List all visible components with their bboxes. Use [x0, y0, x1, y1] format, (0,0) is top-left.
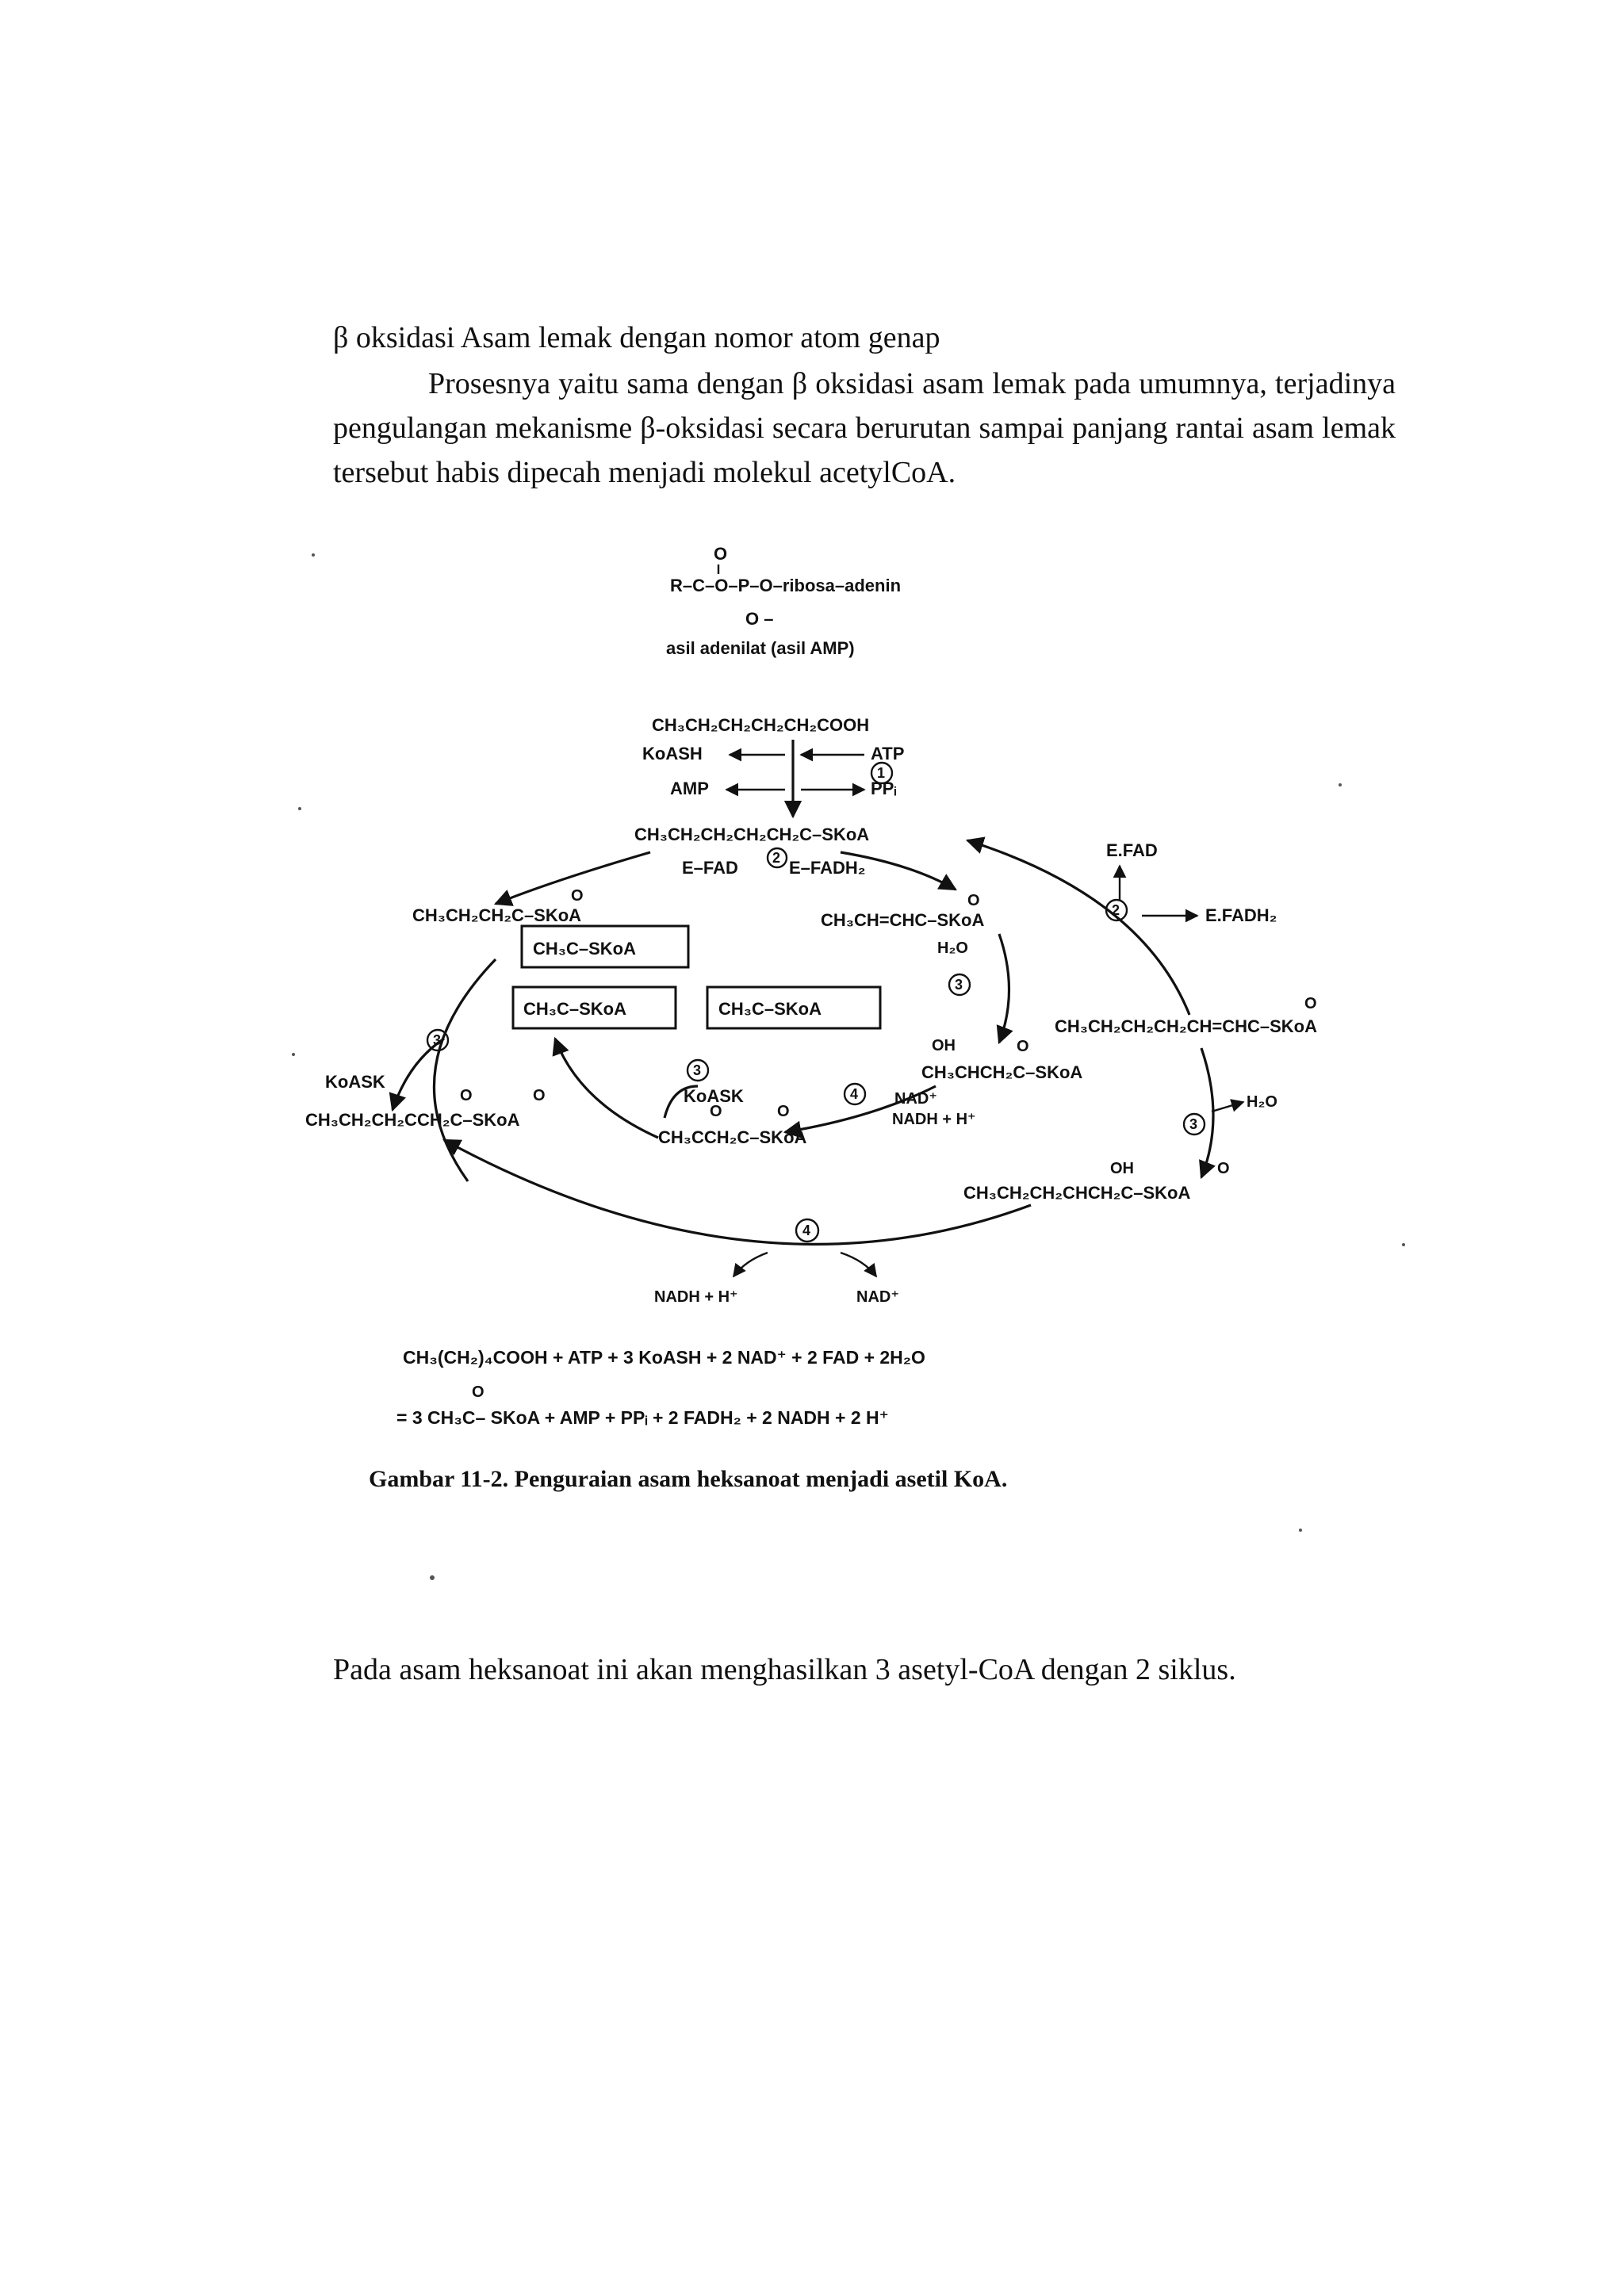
crotonyl-hydration-arrow — [999, 934, 1009, 1043]
ppi-label: PPᵢ — [871, 779, 897, 798]
inner-thiolysis-arrow — [555, 1039, 658, 1138]
acetoacetyl-coa: CH₃CCH₂C–SKoA — [658, 1127, 807, 1147]
oh-inner: OH — [932, 1037, 956, 1054]
step-3-mid: 3 — [693, 1062, 702, 1078]
nad-outer-arrow — [841, 1253, 876, 1276]
ketohexanoyl-o1: O — [460, 1087, 473, 1104]
hexenoyl-o: O — [1304, 995, 1317, 1012]
koask-left: KoASK — [325, 1072, 385, 1092]
step-1: 1 — [877, 765, 886, 781]
scan-speck — [1339, 783, 1342, 786]
step-4-outer: 4 — [802, 1223, 811, 1238]
atp-label: ATP — [871, 744, 905, 763]
equation-o: O — [472, 1383, 485, 1401]
e-fad-left: E–FAD — [682, 858, 738, 878]
acetyl-top: CH₃C–SKoA — [533, 939, 636, 959]
hexanoic-acid: CH₃CH₂CH₂CH₂CH₂COOH — [652, 715, 870, 735]
scan-speck — [1299, 1529, 1302, 1532]
hydroxyhexanoyl-o: O — [1217, 1160, 1230, 1177]
section-heading: β oksidasi Asam lemak dengan nomor atom genap — [333, 321, 940, 354]
nadh-outer-arrow — [733, 1253, 768, 1276]
scan-speck — [430, 1575, 435, 1580]
step-2-left: 2 — [772, 850, 781, 866]
acyl-adenylate-o-minus: O – — [745, 609, 774, 629]
e-fadh-right: E.FADH₂ — [1205, 905, 1277, 925]
nad-outer: NAD⁺ — [856, 1288, 899, 1306]
koask-left-arrow — [393, 1039, 444, 1110]
figure-svg — [238, 547, 1459, 1594]
oh-outer: OH — [1110, 1160, 1134, 1177]
acetyl-right: CH₃C–SKoA — [718, 999, 822, 1019]
scan-speck — [1402, 1243, 1405, 1246]
equation-line-1: CH₃(CH₂)₄COOH + ATP + 3 KoASH + 2 NAD⁺ + 2 FAD + 2H₂O — [403, 1347, 925, 1368]
koash-label: KoASH — [642, 744, 703, 763]
hydroxybutyryl-coa: CH₃CHCH₂C–SKoA — [921, 1062, 1083, 1082]
hexenoyl-coa: CH₃CH₂CH₂CH₂CH=CHC–SKoA — [1055, 1016, 1318, 1036]
beta-oxidation-figure — [238, 547, 1459, 1594]
amp-label: AMP — [670, 779, 709, 798]
acetoacetyl-o1: O — [710, 1103, 722, 1120]
koask-mid: KoASK — [684, 1086, 744, 1106]
crotonyl-coa: CH₃CH=CHC–SKoA — [821, 910, 985, 930]
scan-speck — [298, 807, 301, 810]
e-fadh-left: E–FADH₂ — [789, 858, 866, 878]
butyryl-o: O — [571, 887, 584, 905]
scan-speck — [312, 553, 315, 557]
outer-top-arrow — [967, 840, 1189, 1015]
step-4-inner: 4 — [850, 1086, 859, 1102]
butyryl-coa: CH₃CH₂CH₂C–SKoA — [412, 905, 582, 925]
equation-line-2: = 3 CH₃C– SKoA + AMP + PPᵢ + 2 FADH₂ + 2 NADH + 2 H⁺ — [396, 1407, 889, 1428]
acyl-adenylate-name: asil adenilat (asil AMP) — [666, 638, 855, 658]
h2o-right-arrow — [1212, 1102, 1243, 1112]
hydroxyhexanoyl-coa: CH₃CH₂CH₂CHCH₂C–SKoA — [963, 1183, 1191, 1203]
ketohexanoyl-o2: O — [533, 1087, 546, 1104]
figure-caption: Gambar 11-2. Penguraian asam heksanoat menjadi asetil KoA. — [369, 1466, 1008, 1492]
hexanoyl-coa: CH₃CH₂CH₂CH₂CH₂C–SKoA — [634, 825, 870, 844]
nadh-outer: NADH + H⁺ — [654, 1288, 738, 1306]
nadh-inner: NADH + H⁺ — [892, 1111, 976, 1128]
step-3-right: 3 — [1189, 1116, 1198, 1132]
acetoacetyl-o2: O — [777, 1103, 790, 1120]
body-paragraph: Prosesnya yaitu sama dengan β oksidasi asam lemak pada umumnya, terjadinya pengulangan mekanisme β-oksidasi secara berurutan sampai panjang rantai asam lemak tersebut habis dipecah menjadi molekul acetylCoA. — [333, 367, 1396, 489]
outer-bottom-arrow — [444, 1140, 1031, 1244]
ketohexanoyl-coa: CH₃CH₂CH₂CCH₂C–SKoA — [305, 1110, 520, 1130]
crotonyl-o: O — [967, 892, 980, 909]
step-3-inner: 3 — [955, 977, 963, 993]
h2o-inner: H₂O — [937, 939, 968, 957]
closing-sentence: Pada asam heksanoat ini akan menghasilkan 3 asetyl-CoA dengan 2 siklus. — [333, 1653, 1236, 1686]
step-2-right: 2 — [1112, 902, 1120, 918]
outer-hydration-arrow — [1201, 1048, 1213, 1177]
scan-speck — [292, 1053, 295, 1056]
h2o-right: H₂O — [1247, 1093, 1277, 1111]
step-3-left: 3 — [433, 1032, 442, 1048]
acyl-adenylate-o: O — [714, 547, 728, 564]
acyl-adenylate-formula: R–C–O–P–O–ribosa–adenin — [670, 576, 902, 595]
acetyl-left: CH₃C–SKoA — [523, 999, 626, 1019]
hydroxybutyryl-o: O — [1017, 1038, 1029, 1055]
outer-left-arc — [434, 959, 496, 1181]
nad-inner: NAD⁺ — [894, 1090, 937, 1108]
e-fad-right: E.FAD — [1106, 840, 1158, 860]
